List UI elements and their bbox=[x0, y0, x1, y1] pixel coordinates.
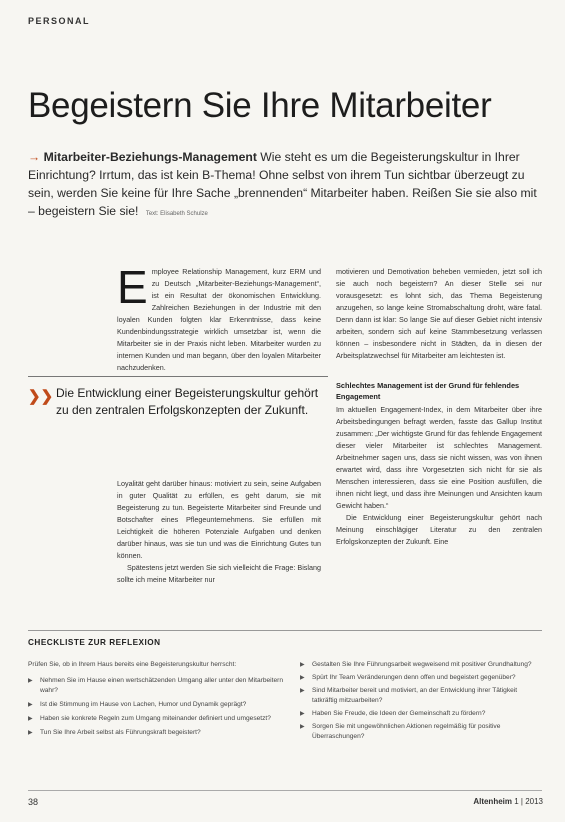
issue-number: 1 | 2013 bbox=[514, 797, 543, 806]
pullquote-text: Die Entwicklung einer Begeisterungskultur gehört zu den zentralen Erfolgskonzepten der Zukunft. bbox=[56, 386, 319, 417]
lead-text: Wie steht es um die Begeisterungskultur in Ihrer Einrichtung? Irrtum, das ist kein B-Thema! Ohne selbst von ihrem Tun sichtbar überzeugt zu sein, werden Sie keine für Ihre Sache „brennenden“ Mitarbeiter haben. Reißen Sie sie also mit – begeistern Sie sie! bbox=[28, 150, 537, 218]
triangle-bullet-icon: ▶ bbox=[28, 702, 33, 708]
body-paragraph: mployee Relationship Management, kurz ERM und zu Deutsch „Mitarbeiter-Beziehungs-Management“, ist ein Resultat der ökonomischen Entwicklung. Zahlreichen Beziehungen in der Industrie mit den loyalen Kunden folgten klar Erkenntnisse, dass keine Kundenbindungsstrategie wirklich umsetzbar ist, wenn die Mitarbeiter sie in der Praxis nicht leben. Mitarbeiter wurden zu internen Kunden und man begann, über den loyalen Mitarbeiter nachzudenken. bbox=[117, 267, 321, 372]
publication-info bbox=[473, 797, 543, 806]
checklist-item: ▶ Tun Sie Ihre Arbeit selbst als Führungskraft begeistert? bbox=[28, 729, 201, 736]
checklist-item: ▶ Gestalten Sie Ihre Führungsarbeit wegweisend mit positiver Grundhaltung? bbox=[300, 661, 532, 668]
checklist-item: ▶ Spürt Ihr Team Veränderungen denn offen und begeistert gegenüber? bbox=[300, 674, 516, 681]
checklist-item: ▶ Ist die Stimmung im Hause von Lachen, Humor und Dynamik geprägt? bbox=[28, 701, 247, 708]
checklist-intro: Prüfen Sie, ob in Ihrem Haus bereits eine Begeisterungskultur herrscht: bbox=[28, 661, 237, 668]
drop-cap: E bbox=[117, 261, 148, 313]
checklist-item: ▶ Sorgen Sie mit ungewöhnlichen Aktionen regelmäßig für positive Überraschungen? bbox=[300, 723, 501, 740]
body-paragraph: Die Entwicklung einer Begeisterungskultur gehört nach Meinung einschlägiger Literatur zu den zentralen Erfolgskonzepten der Zukunft. Eine bbox=[336, 513, 542, 546]
body-paragraph: Im aktuellen Engagement-Index, in dem Mitarbeiter über ihre Arbeitsbedingungen befragt werden, fasste das Gallup Institut zusammen: „Der wichtigste Grund für das fehlende Engagement dieser vieler Mitarbeiter ist schlechtes Management. Arbeitnehmer sagen uns, dass sie nicht wissen, was von ihnen erwartet wird, dass ihre Vorgesetzten sich nicht für sie als Menschen interessieren, dass sie eine Position ausfüllen, die ihnen nicht liegt, und dass ihre Meinungen und Ansichten kaum Gewicht haben.“ bbox=[336, 405, 542, 510]
section-label: PERSONAL bbox=[28, 16, 91, 26]
article-title: Begeistern Sie Ihre Mitarbeiter bbox=[28, 86, 492, 125]
body-column-left-top bbox=[117, 261, 321, 374]
pullquote-divider bbox=[28, 376, 328, 377]
lead-paragraph bbox=[28, 148, 538, 223]
checklist-item: ▶ Sind Mitarbeiter bereit und motiviert, an der Entwicklung ihrer Tätigkeit tatkräftig mitzuarbeiten? bbox=[300, 687, 518, 704]
subheading: Schlechtes Management ist der Grund für fehlendes Engagement bbox=[336, 381, 520, 401]
triangle-bullet-icon: ▶ bbox=[28, 730, 33, 736]
checklist-item: ▶ Nehmen Sie im Hause einen wertschätzenden Umgang aller unter den Mitarbeitern wahr? bbox=[28, 677, 283, 694]
body-paragraph: motivieren und Demotivation beheben vermieden, jetzt soll ich sie auch noch begeistern? An dieser Stelle sei nur vorausgesetzt: es lohnt sich, das Thema Begeisterung anzugehen, so lange keine Stromabschaltung droht, wäre fatal. Denn dann ist klar: So lange Sie auf dieser Gebiet nicht intensiv arbeiten, sondern sich auf keine Stammbesetzung verlassen können – insbesondere nicht in Städten, da in diesen der Arbeitsplatzwechsel für Mitarbeiter am leichtesten ist. bbox=[336, 267, 542, 360]
triangle-bullet-icon: ▶ bbox=[300, 675, 305, 681]
footer-divider bbox=[28, 790, 542, 791]
double-chevron-icon: ❯❯ bbox=[28, 388, 54, 405]
publication-name: Altenheim bbox=[473, 797, 512, 806]
checklist-title: CHECKLISTE ZUR REFLEXION bbox=[28, 638, 161, 647]
author-credit: Text: Elisabeth Schulze bbox=[145, 211, 208, 217]
triangle-bullet-icon: ▶ bbox=[300, 724, 305, 730]
triangle-bullet-icon: ▶ bbox=[28, 678, 33, 684]
triangle-bullet-icon: ▶ bbox=[300, 711, 305, 717]
page-number: 38 bbox=[28, 797, 39, 807]
body-paragraph: Spätestens jetzt werden Sie sich vielleicht die Frage: Bislang sollte ich meine Mitarbeiter nur bbox=[117, 563, 321, 584]
lead-kicker: Mitarbeiter-Beziehungs-Management bbox=[43, 150, 257, 164]
body-paragraph: Loyalität geht darüber hinaus: motiviert zu sein, seine Aufgaben in guter Qualität zu erfüllen, es geht darum, sie mit Begeisterung zu tun. Begeisterte Mitarbeiter sind Freunde und Botschafter eines Pflegeunternehmens. Sie erfüllen mit Leichtigkeit die höheren Potenziale Aufgaben und denken darüber hinaus, was sie tun und was die Einrichtung Gutes tun können. bbox=[117, 479, 321, 560]
triangle-bullet-icon: ▶ bbox=[28, 716, 33, 722]
body-column-right-bottom bbox=[336, 404, 542, 548]
checklist-item: ▶ Haben Sie Freude, die Ideen der Gemeinschaft zu fördern? bbox=[300, 710, 486, 717]
body-column-right-top bbox=[336, 266, 542, 362]
triangle-bullet-icon: ▶ bbox=[300, 688, 305, 694]
body-column-left-bottom bbox=[117, 478, 321, 586]
triangle-bullet-icon: ▶ bbox=[300, 662, 305, 668]
checklist-item: ▶ Haben sie konkrete Regeln zum Umgang miteinander definiert und umgesetzt? bbox=[28, 715, 271, 722]
checklist-right bbox=[300, 660, 542, 745]
arrow-icon: → bbox=[28, 150, 41, 164]
checklist-divider bbox=[28, 630, 542, 631]
checklist-left bbox=[28, 676, 290, 742]
